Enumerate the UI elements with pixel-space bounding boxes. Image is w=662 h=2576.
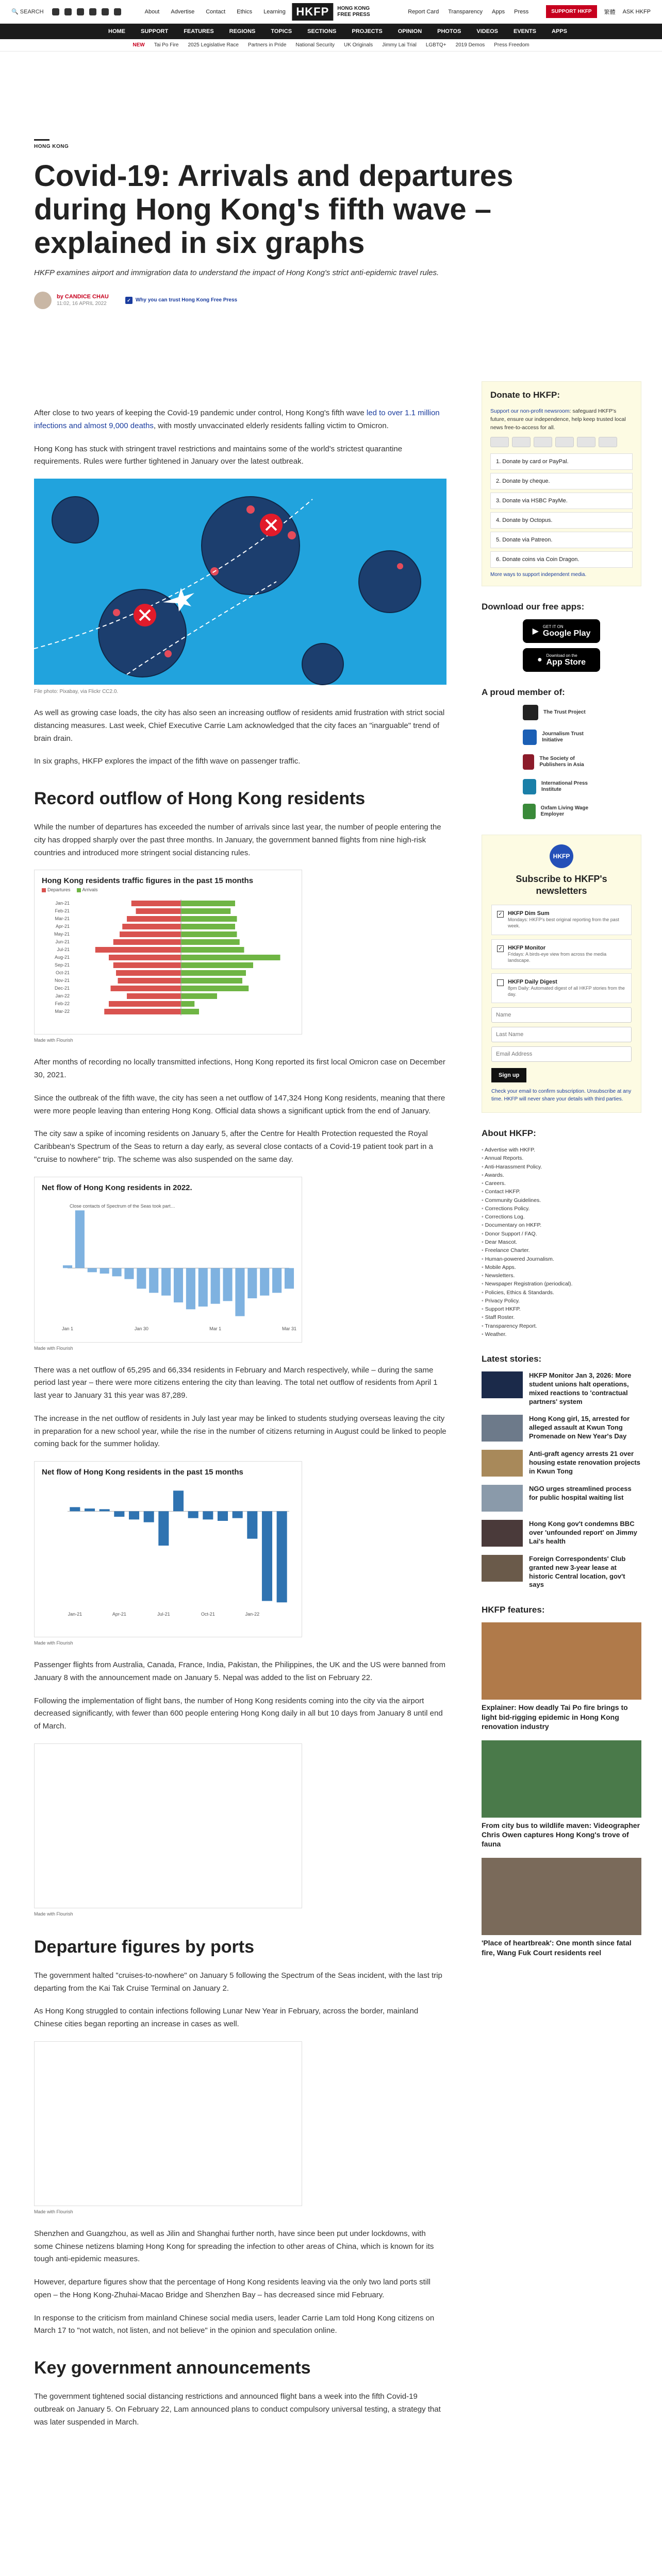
about-link[interactable]: • Contact HKFP. xyxy=(482,1188,641,1196)
apps-title: Download our free apps: xyxy=(482,602,585,612)
paragraph: In response to the criticism from mainland Chinese social media users, leader Carrie Lam told Hong Kong citizens on March 17 to "not watch, not listen, and not believe" in the opinion and speculation online. xyxy=(34,2313,435,2335)
telegram-icon[interactable] xyxy=(102,8,109,15)
about-link[interactable]: • Anti-Harassment Policy. xyxy=(482,1163,641,1171)
language-toggle[interactable]: 繁體 xyxy=(604,9,616,15)
paragraph: Passenger flights from Australia, Canada, France, India, Pakistan, the Philippines, the UK and the US were banned from January 8 with the announcement made on January 5. Nepal was added to the list on February 22. xyxy=(34,1660,445,1682)
trending-link[interactable]: Jimmy Lai Trial xyxy=(382,42,417,48)
chart-annotation: Close contacts of Spectrum of the Seas took part… xyxy=(70,1203,175,1209)
trust-icon: ✓ xyxy=(125,297,133,304)
apps-section xyxy=(482,602,641,672)
trending-link[interactable]: National Security xyxy=(295,42,335,48)
nav-item[interactable]: FEATURES xyxy=(184,28,214,35)
arrivals-bar xyxy=(181,970,246,976)
latest-title: Latest stories: xyxy=(482,1354,542,1364)
about-link[interactable]: • Annual Reports. xyxy=(482,1154,641,1162)
netflow-bar xyxy=(100,1268,109,1274)
header-link[interactable]: Report Card xyxy=(408,8,439,15)
donate-option[interactable]: 6. Donate coins via Coin Dragon. xyxy=(490,551,633,568)
trending-link[interactable]: UK Originals xyxy=(343,42,373,48)
hero-image xyxy=(34,479,446,685)
chart-x-label: Jan-22 xyxy=(245,1612,260,1617)
nav-item[interactable]: PROJECTS xyxy=(352,28,383,35)
article-body xyxy=(34,407,446,2439)
features-section xyxy=(482,1605,641,1957)
netflow-bar xyxy=(247,1511,257,1538)
chart-category-label: Feb-22 xyxy=(55,1001,70,1007)
trending-link[interactable]: 2019 Demos xyxy=(455,42,485,48)
legend-arrivals: Arrivals xyxy=(77,887,98,892)
member-badge[interactable]: Oxfam Living Wage Employer xyxy=(523,804,600,819)
chart-x-label: Jul-21 xyxy=(157,1612,170,1617)
inline-link[interactable]: led to over 1.1 million infections and almost 9,000 deaths xyxy=(34,409,440,430)
facebook-icon[interactable] xyxy=(52,8,59,15)
netflow-bar xyxy=(124,1268,134,1279)
about-link[interactable]: • Policies, Ethics & Standards. xyxy=(482,1289,641,1297)
chart-x-label: Apr-21 xyxy=(112,1612,126,1617)
nav-item[interactable]: EVENTS xyxy=(513,28,536,35)
arrivals-bar xyxy=(181,986,249,991)
arrivals-bar xyxy=(181,924,235,929)
arrivals-bar xyxy=(181,1001,194,1007)
arrivals-bar xyxy=(181,955,280,960)
arrivals-bar xyxy=(181,931,237,937)
header-link[interactable]: Learning xyxy=(263,8,286,15)
header-link[interactable]: Press xyxy=(514,8,529,15)
chart-category-label: Feb-21 xyxy=(55,908,70,914)
about-link[interactable]: • Support HKFP. xyxy=(482,1305,641,1313)
donate-link[interactable]: Support our non-profit newsroom xyxy=(490,408,570,414)
about-link[interactable]: • Dear Mascot. xyxy=(482,1238,641,1246)
member-badge[interactable]: The Society of Publishers in Asia xyxy=(523,754,600,770)
donate-option[interactable]: 3. Donate via HSBC PayMe. xyxy=(490,493,633,509)
ask-link[interactable]: ASK HKFP xyxy=(622,8,651,15)
publish-date: 11:02, 16 APRIL 2022 xyxy=(57,301,107,307)
chart-svg xyxy=(42,896,294,1025)
main-nav xyxy=(0,24,662,39)
trust-link[interactable]: ✓ Why you can trust Hong Kong Free Press xyxy=(125,297,237,304)
netflow-bar xyxy=(277,1511,287,1602)
newsletter-box xyxy=(482,835,641,1113)
social-icons xyxy=(52,8,121,15)
netflow-bar xyxy=(161,1268,171,1295)
donate-option[interactable]: 1. Donate by card or PayPal. xyxy=(490,453,633,470)
newsletter-option[interactable]: ✓ HKFP Monitor Fridays: A birds-eye view from across the media landscape. xyxy=(491,939,632,969)
netflow-bar xyxy=(260,1268,269,1295)
header-link[interactable]: Transparency xyxy=(448,8,483,15)
chart-placeholder xyxy=(34,2041,302,2206)
departures-bar xyxy=(95,947,181,953)
nav-item[interactable]: SECTIONS xyxy=(307,28,337,35)
about-list xyxy=(482,1146,641,1338)
chart-svg xyxy=(42,1194,297,1333)
donate-title: Donate to HKFP: xyxy=(490,390,560,400)
story-item[interactable]: Foreign Correspondents' Club granted new 3-year lease at historic Central location, gov't says xyxy=(482,1555,641,1590)
trending-link[interactable]: Press Freedom xyxy=(494,42,529,48)
arrivals-bar xyxy=(181,901,235,906)
feature-item[interactable]: From city bus to wildlife maven: Videographer Chris Owen captures Hong Kong's trove of fauna xyxy=(482,1740,641,1849)
legend-departures: Departures xyxy=(42,887,71,892)
about-link[interactable]: • Corrections Log. xyxy=(482,1213,641,1221)
trending-link[interactable]: Tai Po Fire xyxy=(154,42,179,48)
chart-netflow-15m[interactable] xyxy=(34,1461,302,1637)
chart-legend xyxy=(42,887,294,892)
netflow-bar xyxy=(137,1268,146,1289)
chart-x-label: Mar 1 xyxy=(209,1326,222,1331)
donate-box: Donate to HKFP: Support our non-profit newsroom: safeguard HKFP's future, ensure our independence, help keep trusted local news free-to-access for all. 1. Donate by card or PayPal. 2. Donate by cheque. 3. Donate via HSBC PayMe. 4. Donate by Octopus. 5. Donate via Patreon. 6. Donate coins via Coin Dragon. More ways to support independent media. xyxy=(482,381,641,586)
nav-item[interactable]: PHOTOS xyxy=(437,28,461,35)
departures-bar xyxy=(109,1001,181,1007)
story-item[interactable]: NGO urges streamlined process for public hospital waiting list xyxy=(482,1485,641,1512)
arrivals-bar xyxy=(181,939,240,945)
chart-x-label: Oct-21 xyxy=(201,1612,215,1617)
section-heading: Departure figures by ports xyxy=(34,1937,254,1957)
play-icon: ▶ xyxy=(532,627,539,636)
story-item[interactable]: Hong Kong gov't condemns BBC over 'unfounded report' on Jimmy Lai's health xyxy=(482,1520,641,1547)
trending-bar xyxy=(0,39,662,52)
byline xyxy=(34,292,446,309)
chart-title: Net flow of Hong Kong residents in 2022. xyxy=(42,1183,192,1192)
about-link[interactable]: • Awards. xyxy=(482,1171,641,1179)
chart-category-label: Oct-21 xyxy=(55,970,70,976)
arrivals-bar xyxy=(181,908,230,914)
last-name-input[interactable] xyxy=(491,1027,632,1042)
newsletter-title: Subscribe to HKFP's newsletters xyxy=(516,874,607,896)
chart-title: Hong Kong residents traffic figures in the past 15 months xyxy=(42,876,254,886)
donate-option[interactable]: 5. Donate via Patreon. xyxy=(490,532,633,548)
nav-item[interactable]: SUPPORT xyxy=(141,28,169,35)
chart-netflow-2022[interactable] xyxy=(34,1177,302,1343)
features-title: HKFP features: xyxy=(482,1605,545,1615)
paragraph: While the number of departures has exceeded the number of arrivals since last year, the number of people entering the city has dropped sharply over the past three months. In January, the government banned flights from nine high-risk countries and introduced more stringent social distancing rules. xyxy=(34,823,441,857)
paragraph: Following the implementation of flight bans, the number of Hong Kong residents coming into the city via the airport decreased significantly, with fewer than 600 people entering Hong Kong daily in all but 10 days from January 8 until end of March. xyxy=(34,1696,443,1731)
about-link[interactable]: • Careers. xyxy=(482,1179,641,1188)
article-title: Covid-19: Arrivals and departures during Hong Kong's fifth wave – explained in six graphs xyxy=(34,159,514,260)
header-link[interactable]: Apps xyxy=(492,8,505,15)
chart-category-label: Sep-21 xyxy=(54,962,70,968)
more-ways-link[interactable]: More ways to support independent media. xyxy=(490,572,587,578)
about-section xyxy=(482,1128,641,1338)
netflow-bar xyxy=(235,1268,244,1316)
arrivals-bar xyxy=(181,978,242,984)
header-link[interactable]: About xyxy=(144,8,160,15)
name-input[interactable] xyxy=(491,1007,632,1023)
netflow-bar xyxy=(70,1507,80,1511)
apple-icon: ● xyxy=(537,655,542,665)
nav-item[interactable]: APPS xyxy=(552,28,567,35)
article-category[interactable]: HONG KONG xyxy=(34,139,49,149)
header-link[interactable]: Contact xyxy=(206,8,226,15)
departures-bar xyxy=(109,955,181,960)
chart-x-label: Jan-21 xyxy=(68,1612,82,1617)
story-item[interactable]: HKFP Monitor Jan 3, 2026: More student unions halt operations, mixed reactions to 'contractual partners' system xyxy=(482,1371,641,1406)
arrivals-bar xyxy=(181,947,244,953)
chart-x-label: Mar 31 xyxy=(282,1326,297,1331)
about-link[interactable]: • Human-powered Journalism. xyxy=(482,1255,641,1263)
about-link[interactable]: • Privacy Policy. xyxy=(482,1297,641,1305)
card-icon xyxy=(512,437,531,447)
about-link[interactable]: • Documentary on HKFP. xyxy=(482,1221,641,1229)
story-item[interactable]: Hong Kong girl, 15, arrested for alleged assault at Kwun Tong Promenade on New Year's Day xyxy=(482,1415,641,1442)
section-heading: Key government announcements xyxy=(34,2358,311,2378)
arrivals-bar xyxy=(181,962,253,968)
about-link[interactable]: • Staff Roster. xyxy=(482,1313,641,1321)
netflow-bar xyxy=(285,1268,294,1289)
netflow-bar xyxy=(144,1511,154,1522)
netflow-bar xyxy=(114,1511,124,1517)
twitter-icon[interactable] xyxy=(64,8,72,15)
netflow-bar xyxy=(63,1265,72,1268)
departures-bar xyxy=(113,962,181,968)
arrivals-bar xyxy=(181,916,237,922)
netflow-bar xyxy=(198,1268,208,1307)
netflow-bar xyxy=(203,1511,213,1519)
flourish-credit[interactable]: Made with Flourish xyxy=(34,1345,73,1351)
newsletter-note: Check your email to confirm subscription. Unsubscribe at any time. HKFP will never share your details with third parties. xyxy=(491,1089,632,1103)
trending-link[interactable]: LGBTQ+ xyxy=(425,42,446,48)
paragraph: Since the outbreak of the fifth wave, the city has seen a net outflow of 147,324 Hong Kong residents, meaning that there were more people leaving than entering Hong Kong. Official data shows a significant uptick from the end of January. xyxy=(34,1093,445,1115)
netflow-bar xyxy=(129,1511,139,1519)
card-icon xyxy=(555,437,574,447)
netflow-bar xyxy=(173,1490,184,1511)
member-badge[interactable]: The Trust Project xyxy=(523,705,600,720)
departures-bar xyxy=(118,978,181,984)
netflow-bar xyxy=(262,1511,272,1601)
article-subtitle: HKFP examines airport and immigration data to understand the impact of Hong Kong's strict anti-epidemic travel rules. xyxy=(34,268,439,277)
chart-x-label: Jan 30 xyxy=(134,1326,148,1331)
departures-bar xyxy=(116,970,181,976)
newsletter-logo: HKFP xyxy=(550,844,573,868)
arrivals-bar xyxy=(181,993,217,999)
departures-bar xyxy=(104,1009,181,1014)
departures-bar xyxy=(127,993,181,999)
netflow-bar xyxy=(149,1268,158,1293)
departures-bar xyxy=(136,908,181,914)
netflow-bar xyxy=(100,1509,110,1511)
card-icon xyxy=(534,437,552,447)
header-link[interactable]: Advertise xyxy=(171,8,195,15)
about-link[interactable]: • Transparency Report. xyxy=(482,1322,641,1330)
paragraph: After close to two years of keeping the Covid-19 pandemic under control, Hong Kong's fifth wave led to over 1.1 million infections and almost 9,000 deaths, with mostly unvaccinated elderly residents falling victim to Omicron. xyxy=(34,409,440,430)
netflow-bar xyxy=(186,1268,195,1309)
netflow-bar xyxy=(85,1509,95,1511)
netflow-bar xyxy=(223,1268,233,1301)
departures-bar xyxy=(120,931,181,937)
new-badge: NEW xyxy=(133,42,145,48)
chart-category-label: Jul-21 xyxy=(57,947,70,953)
chart-category-label: Jan-22 xyxy=(55,993,70,999)
trending-link[interactable]: Partners in Pride xyxy=(247,42,287,48)
sidebar xyxy=(482,381,641,1967)
chart-svg xyxy=(42,1479,294,1628)
paragraph: Hong Kong has stuck with stringent travel restrictions and maintains some of the world's strictest quarantine requirements. Rules were further tightened in January over the latest outbreak. xyxy=(34,444,403,466)
top-bar xyxy=(0,0,662,24)
latest-section xyxy=(482,1354,641,1589)
chart-category-label: Nov-21 xyxy=(54,978,70,984)
member-badge[interactable]: Journalism Trust Initiative xyxy=(523,730,600,745)
chart-category-label: Jun-21 xyxy=(55,939,70,945)
about-link[interactable]: • Newsletters. xyxy=(482,1272,641,1280)
chart-category-label: Mar-22 xyxy=(55,1009,70,1014)
about-link[interactable]: • Weather. xyxy=(482,1330,641,1338)
checkbox[interactable]: ✓ xyxy=(497,945,504,952)
chart-category-label: May-21 xyxy=(54,931,70,937)
nav-item[interactable]: TOPICS xyxy=(271,28,292,35)
netflow-bar xyxy=(88,1268,97,1272)
about-link[interactable]: • Community Guidelines. xyxy=(482,1196,641,1205)
chart-placeholder xyxy=(34,1743,302,1908)
feature-item[interactable]: 'Place of heartbreak': One month since fatal fire, Wang Fuk Court residents reel xyxy=(482,1858,641,1957)
paragraph: In six graphs, HKFP explores the impact of the fifth wave on passenger traffic. xyxy=(34,757,301,766)
netflow-bar xyxy=(272,1268,282,1293)
flourish-credit[interactable]: Made with Flourish xyxy=(34,1038,73,1043)
email-input[interactable] xyxy=(491,1046,632,1062)
email-icon[interactable] xyxy=(114,8,121,15)
about-link[interactable]: • Advertise with HKFP. xyxy=(482,1146,641,1154)
paragraph: The government tightened social distancing restrictions and announced flight bans a week into the fifth Covid-19 outbreak on January 5. On February 22, Lam announced plans to conduct compulsory universal testing, a strategy that was later suspended in March. xyxy=(34,2392,441,2427)
story-item[interactable]: Anti-graft agency arrests 21 over housing estate renovation projects in Kwun Tong xyxy=(482,1450,641,1477)
member-badge[interactable]: International Press Institute xyxy=(523,779,600,794)
paragraph: As Hong Kong struggled to contain infections following Lunar New Year in February, across the border, mainland Chinese cities began reporting an increase in cases as well. xyxy=(34,2007,419,2028)
departures-bar xyxy=(111,986,181,991)
chart-category-label: Jan-21 xyxy=(55,901,70,906)
netflow-bar xyxy=(188,1511,198,1518)
payment-icons xyxy=(490,437,633,447)
paragraph: As well as growing case loads, the city has also seen an increasing outflow of residents amid frustration with strict social distancing measures. Last week, Chief Executive Carrie Lam acknowledged that the city faces an "inarguable" trend of brain drain. xyxy=(34,708,445,743)
donate-option[interactable]: 4. Donate by Octopus. xyxy=(490,512,633,529)
card-icon xyxy=(577,437,595,447)
members-section xyxy=(482,687,641,819)
chart-traffic[interactable] xyxy=(34,870,302,1035)
netflow-bar xyxy=(233,1511,243,1518)
netflow-bar xyxy=(247,1268,257,1298)
feature-item[interactable]: Explainer: How deadly Tai Po fire brings to light bid-rigging epidemic in Hong Kong renovation industry xyxy=(482,1622,641,1731)
paragraph: Shenzhen and Guangzhou, as well as Jilin and Shanghai further north, have since been put under lockdowns, with some Chinese netizens blaming Hong Kong for spreading the infection to other areas of China, which is known for its tough anti-epidemic measures. xyxy=(34,2229,434,2264)
about-link[interactable]: • Mobile Apps. xyxy=(482,1263,641,1272)
newsletter-option[interactable]: HKFP Daily Digest 8pm Daily: Automated digest of all HKFP stories from the day. xyxy=(491,973,632,1003)
netflow-bar xyxy=(75,1210,85,1268)
checkbox[interactable]: ✓ xyxy=(497,911,504,918)
departures-bar xyxy=(127,916,181,922)
about-link[interactable]: • Corrections Policy. xyxy=(482,1205,641,1213)
checkbox[interactable] xyxy=(497,979,504,986)
members-title: A proud member of: xyxy=(482,687,565,698)
author-avatar xyxy=(34,292,52,309)
image-caption: File photo: Pixabay, via Flickr CC2.0. xyxy=(34,689,119,694)
arrivals-bar xyxy=(181,1009,199,1014)
nav-item[interactable]: OPINION xyxy=(398,28,422,35)
signup-button[interactable]: Sign up xyxy=(491,1068,526,1082)
about-link[interactable]: • Freelance Charter. xyxy=(482,1246,641,1255)
about-link[interactable]: • Newspaper Registration (periodical). xyxy=(482,1280,641,1288)
netflow-bar xyxy=(174,1268,183,1302)
departures-bar xyxy=(113,939,181,945)
nav-item[interactable]: VIDEOS xyxy=(476,28,498,35)
newsletter-option[interactable]: ✓ HKFP Dim Sum Mondays: HKFP's best original reporting from the past week. xyxy=(491,905,632,935)
header-link[interactable]: Ethics xyxy=(237,8,253,15)
card-icon xyxy=(599,437,617,447)
chart-title: Net flow of Hong Kong residents in the past 15 months xyxy=(42,1468,243,1477)
donate-option[interactable]: 2. Donate by cheque. xyxy=(490,473,633,489)
paragraph: The government halted "cruises-to-nowhere" on January 5 following the Spectrum of the Seas incident, with the last trip departing from the Kai Tak Cruise Terminal on January 2. xyxy=(34,1971,442,1993)
flourish-credit[interactable]: Made with Flourish xyxy=(34,1640,73,1646)
about-link[interactable]: • Donor Support / FAQ. xyxy=(482,1230,641,1238)
netflow-bar xyxy=(211,1268,220,1303)
app-store-button[interactable]: ● Download on the App Store xyxy=(523,648,600,672)
chart-x-label: Jan 1 xyxy=(61,1326,74,1331)
netflow-bar xyxy=(218,1511,228,1521)
author-name[interactable]: by CANDICE CHAU xyxy=(57,294,109,300)
section-heading: Record outflow of Hong Kong residents xyxy=(34,789,366,808)
paragraph: The city saw a spike of incoming residents on January 5, after the Centre for Health Protection requested the Royal Caribbean's Spectrum of the Seas to return a day early, as several close contacts of a Covid-19 patient took part in a "cruise to nowhere" trip. The scheme was also suspended on the same day. xyxy=(34,1129,433,1164)
departures-bar xyxy=(122,924,181,929)
search-button[interactable]: 🔍 SEARCH xyxy=(11,9,44,15)
about-title: About HKFP: xyxy=(482,1128,536,1139)
chart-category-label: Dec-21 xyxy=(54,986,70,991)
paragraph: The increase in the net outflow of residents in July last year may be linked to students studying overseas leaving the city in preparation for a new school year, while the rise in the number of citizens returning in August could be linked to people coming back for the summer holiday. xyxy=(34,1414,446,1449)
chart-category-label: Mar-21 xyxy=(55,916,70,922)
flourish-credit[interactable]: Made with Flourish xyxy=(34,2209,73,2214)
header-links xyxy=(145,9,286,15)
google-play-button[interactable]: ▶ GET IT ON Google Play xyxy=(523,619,600,643)
netflow-bar xyxy=(158,1511,169,1546)
instagram-icon[interactable] xyxy=(77,8,84,15)
flourish-credit[interactable]: Made with Flourish xyxy=(34,1911,73,1917)
card-icon xyxy=(490,437,509,447)
support-button[interactable]: SUPPORT HKFP xyxy=(546,5,597,18)
youtube-icon[interactable] xyxy=(89,8,96,15)
trending-link[interactable]: 2025 Legislative Race xyxy=(188,42,239,48)
paragraph: There was a net outflow of 65,295 and 66,334 residents in February and March respectively, while – during the same period last year – there were more citizens entering the city than leaving. The total net outflow of residents from April 1 last year to January 31 this year was 87,289. xyxy=(34,1365,438,1400)
nav-item[interactable]: REGIONS xyxy=(229,28,256,35)
netflow-bar xyxy=(112,1268,122,1276)
site-logo[interactable]: HKFP HONG KONG FREE PRESS xyxy=(292,3,370,21)
chart-category-label: Apr-21 xyxy=(55,924,70,929)
paragraph: After months of recording no locally transmitted infections, Hong Kong reported its first local Omicron case on December 30, 2021. xyxy=(34,1058,445,1079)
nav-item[interactable]: HOME xyxy=(108,28,125,35)
chart-category-label: Aug-21 xyxy=(54,955,70,960)
departures-bar xyxy=(131,901,181,906)
paragraph: However, departure figures show that the percentage of Hong Kong residents leaving via the only two land ports still open – the Hong Kong-Zhuhai-Macao Bridge and Shenzhen Bay – has decreased since mid February. xyxy=(34,2278,431,2299)
